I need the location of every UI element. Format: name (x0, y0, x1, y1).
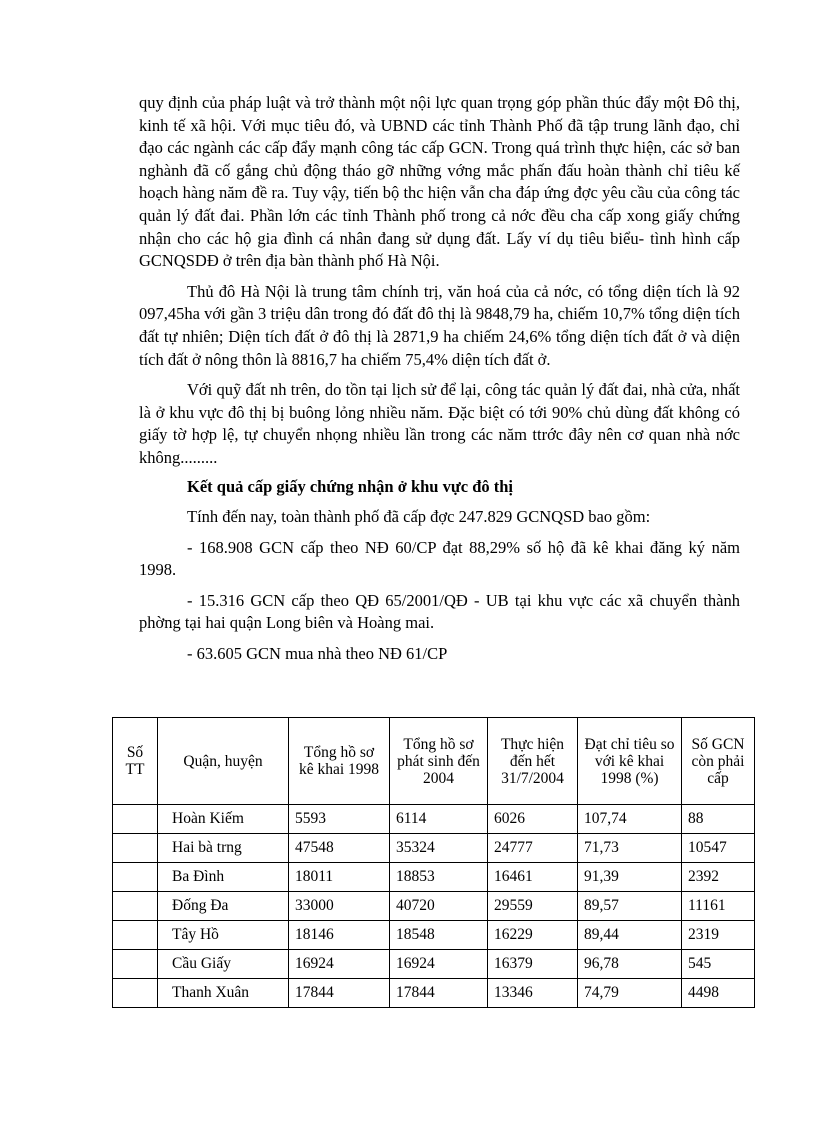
results-table (112, 717, 755, 1008)
table-row (113, 805, 755, 834)
paragraph-land-management: Với quỹ đất nh trên, do tồn tại lịch sử để lại, công tác quản lý đất đai, nhà cửa, nhất là ở khu vực đô thị bị buông lỏng nhiều năm. Đặc biệt có tới 90% chủ dùng đất không có giấy tờ hợp lệ, tự chuyển nhọng nhiều lần trong các năm ttrớc đây nên cơ quan nhà nớc không......... (139, 380, 740, 467)
cell-declared: 47548 (289, 834, 390, 863)
summary-line-qd65: - 15.316 GCN cấp theo QĐ 65/2001/QĐ - UB tại khu vực các xã chuyển thành phờng tại hai quận Long biên và Hoàng mai. (139, 590, 740, 633)
cell-arising: 18548 (390, 921, 488, 950)
cell-completed: 16461 (488, 863, 578, 892)
cell-completed: 13346 (488, 979, 578, 1008)
cell-arising: 40720 (390, 892, 488, 921)
header-arising-2004: Tổng hồ sơ phát sinh đến 2004 (390, 718, 488, 805)
header-percent: Đạt chỉ tiêu so với kê khai 1998 (%) (578, 718, 682, 805)
cell-arising: 35324 (390, 834, 488, 863)
cell-completed: 6026 (488, 805, 578, 834)
cell-completed: 16229 (488, 921, 578, 950)
header-remaining: Số GCN còn phải cấp (682, 718, 755, 805)
cell-arising: 17844 (390, 979, 488, 1008)
table-row (113, 863, 755, 892)
cell-district: Tây Hồ (158, 921, 289, 950)
cell-arising: 6114 (390, 805, 488, 834)
table-row (113, 921, 755, 950)
cell-declared: 5593 (289, 805, 390, 834)
cell-district: Ba Đình (158, 863, 289, 892)
cell-stt (113, 834, 158, 863)
cell-district: Hoàn Kiếm (158, 805, 289, 834)
summary-line-nd61: - 63.605 GCN mua nhà theo NĐ 61/CP (187, 644, 448, 664)
cell-arising: 18853 (390, 863, 488, 892)
cell-percent: 89,57 (578, 892, 682, 921)
cell-remaining: 10547 (682, 834, 755, 863)
summary-line-nd60: - 168.908 GCN cấp theo NĐ 60/CP đạt 88,29% số hộ đã kê khai đăng ký năm 1998. (139, 537, 740, 580)
cell-percent: 107,74 (578, 805, 682, 834)
table-row (113, 892, 755, 921)
cell-remaining: 4498 (682, 979, 755, 1008)
cell-completed: 29559 (488, 892, 578, 921)
document-body (139, 92, 740, 666)
cell-remaining: 545 (682, 950, 755, 979)
cell-declared: 33000 (289, 892, 390, 921)
cell-percent: 96,78 (578, 950, 682, 979)
paragraph-hanoi-overview: Thủ đô Hà Nội là trung tâm chính trị, văn hoá của cả nớc, có tổng diện tích là 92 097,45ha với gần 3 triệu dân trong đó đất đô thị là 9848,79 ha, chiếm 10,7% tổng diện tích đất tự nhiên; Diện tích đất ở đô thị là 2871,9 ha chiếm 24,6% tổng diện tích đất ở và diện tích đất ở nông thôn là 8816,7 ha chiếm 75,4% diện tích đất ở. (139, 281, 740, 369)
cell-stt (113, 921, 158, 950)
section-heading: Kết quả cấp giấy chứng nhận ở khu vực đô thị (187, 476, 514, 496)
header-district: Quận, huyện (158, 718, 289, 805)
cell-percent: 74,79 (578, 979, 682, 1008)
cell-stt (113, 863, 158, 892)
cell-completed: 24777 (488, 834, 578, 863)
cell-stt (113, 805, 158, 834)
cell-stt (113, 979, 158, 1008)
header-completed: Thực hiện đến hết 31/7/2004 (488, 718, 578, 805)
cell-remaining: 11161 (682, 892, 755, 921)
cell-district: Hai bà trng (158, 834, 289, 863)
cell-stt (113, 950, 158, 979)
cell-percent: 91,39 (578, 863, 682, 892)
results-table-container (112, 717, 755, 1008)
cell-remaining: 2392 (682, 863, 755, 892)
cell-stt (113, 892, 158, 921)
header-declared-1998: Tổng hồ sơ kê khai 1998 (289, 718, 390, 805)
table-row (113, 979, 755, 1008)
cell-district: Thanh Xuân (158, 979, 289, 1008)
cell-remaining: 88 (682, 805, 755, 834)
cell-declared: 18011 (289, 863, 390, 892)
cell-remaining: 2319 (682, 921, 755, 950)
cell-declared: 18146 (289, 921, 390, 950)
cell-district: Cầu Giấy (158, 950, 289, 979)
cell-declared: 16924 (289, 950, 390, 979)
header-stt: Số TT (113, 718, 158, 805)
cell-percent: 71,73 (578, 834, 682, 863)
table-row (113, 950, 755, 979)
cell-arising: 16924 (390, 950, 488, 979)
cell-completed: 16379 (488, 950, 578, 979)
summary-line-total: Tính đến nay, toàn thành phố đã cấp đợc 247.829 GCNQSD bao gồm: (187, 507, 651, 527)
cell-district: Đống Đa (158, 892, 289, 921)
cell-declared: 17844 (289, 979, 390, 1008)
paragraph-intro: quy định của pháp luật và trở thành một nội lực quan trọng góp phần thúc đẩy một Đô thị, kinh tế xã hội. Với mục tiêu đó, và UBND các tỉnh Thành Phố đã tập trung lãnh đạo, chỉ đạo các ngành các cấp đẩy mạnh công tác cấp GCN. Trong quá trình thực hiện, các sở ban nghành đã cố gắng chủ động tháo gỡ những vớng mắc phấn đấu hoàn thành chỉ tiêu kế hoạch hàng năm đề ra. Tuy vậy, tiến bộ thc hiện vẫn cha đáp ứng đợc yêu cầu của công tác quản lý đất đai. Phần lớn các tỉnh Thành phố trong cả nớc đều cha cấp xong giấy chứng nhận cho các hộ gia đình cá nhân đang sử dụng đất. Lấy ví dụ tiêu biểu- tình hình cấp GCNQSDĐ ở trên địa bàn thành phố Hà Nội. (139, 93, 740, 271)
table-row (113, 834, 755, 863)
table-header-row (113, 718, 755, 805)
cell-percent: 89,44 (578, 921, 682, 950)
